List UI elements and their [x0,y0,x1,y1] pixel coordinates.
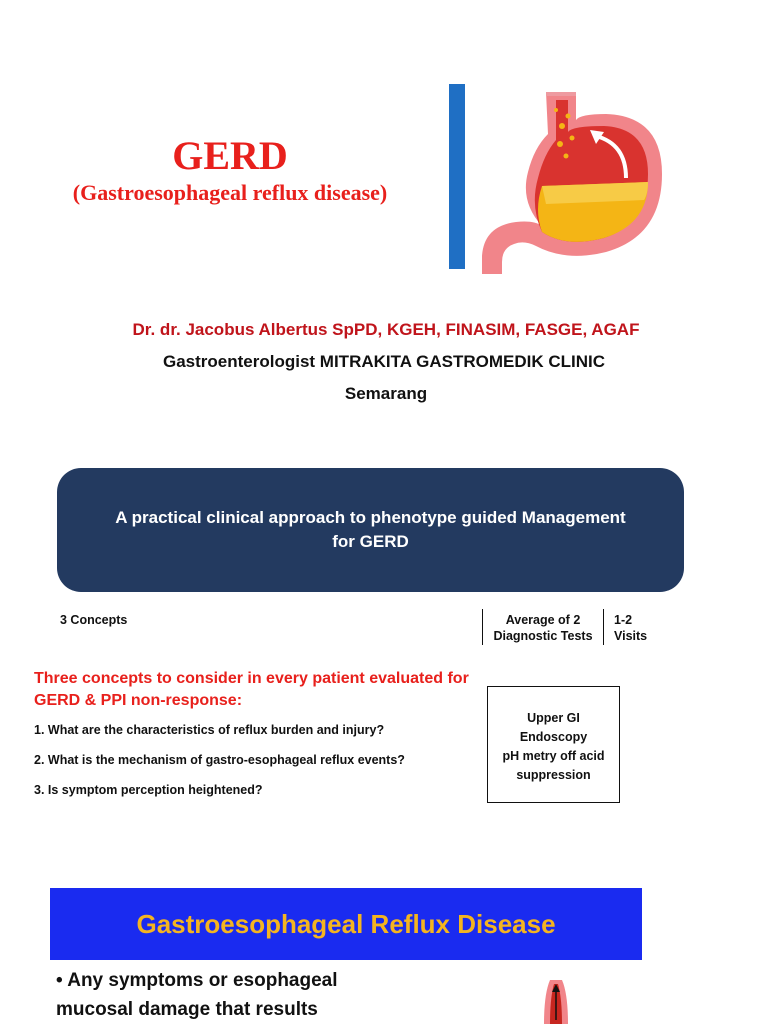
slide-subtitle: (Gastroesophageal reflux disease) [72,180,388,205]
tests-line-1: Average of 2 [505,613,581,627]
test-line-3: pH metry off acid [502,749,605,763]
test-line-4: suppression [516,768,591,782]
approach-banner-text: A practical clinical approach to phenotype guided Management for GERD [115,508,626,551]
visits-label [614,612,647,644]
slide3-title: Gastroesophageal Reflux Disease [136,908,556,939]
visits-line-2: Visits [614,629,648,643]
visits-line-1: 1-2 [614,613,633,627]
slide-title: GERD [172,133,288,178]
author-name: Dr. dr. Jacobus Albertus SpPD, KGEH, FINASIM, FASGE, AGAF [132,320,640,339]
diagnostic-tests-box [487,686,620,803]
stomach-reflux-icon [476,86,676,276]
tests-line-2: Diagnostic Tests [493,629,593,643]
tests-count-label [482,609,604,645]
test-line-1: Upper GI [527,711,580,725]
slide3-title-band [50,888,642,960]
author-city: Semarang [344,384,428,403]
concept-question-3: 3. Is symptom perception heightened? [34,783,263,797]
concept-question-2: 2. What is the mechanism of gastro-esophageal reflux events? [34,753,405,767]
esophagus-icon [536,974,576,1024]
definition-bullet: • Any symptoms or esophageal mucosal damage that results [56,970,338,1020]
author-role: Gastroenterologist MITRAKITA GASTROMEDIK CLINIC [163,352,605,371]
approach-banner [57,468,684,592]
concept-question-1: 1. What are the characteristics of reflux burden and injury? [34,723,385,737]
test-line-2: Endoscopy [519,730,588,744]
concepts-heading: Three concepts to consider in every patient evaluated for GERD & PPI non-response: [34,670,469,709]
vertical-divider [449,84,465,269]
concepts-label: 3 Concepts [60,613,128,627]
